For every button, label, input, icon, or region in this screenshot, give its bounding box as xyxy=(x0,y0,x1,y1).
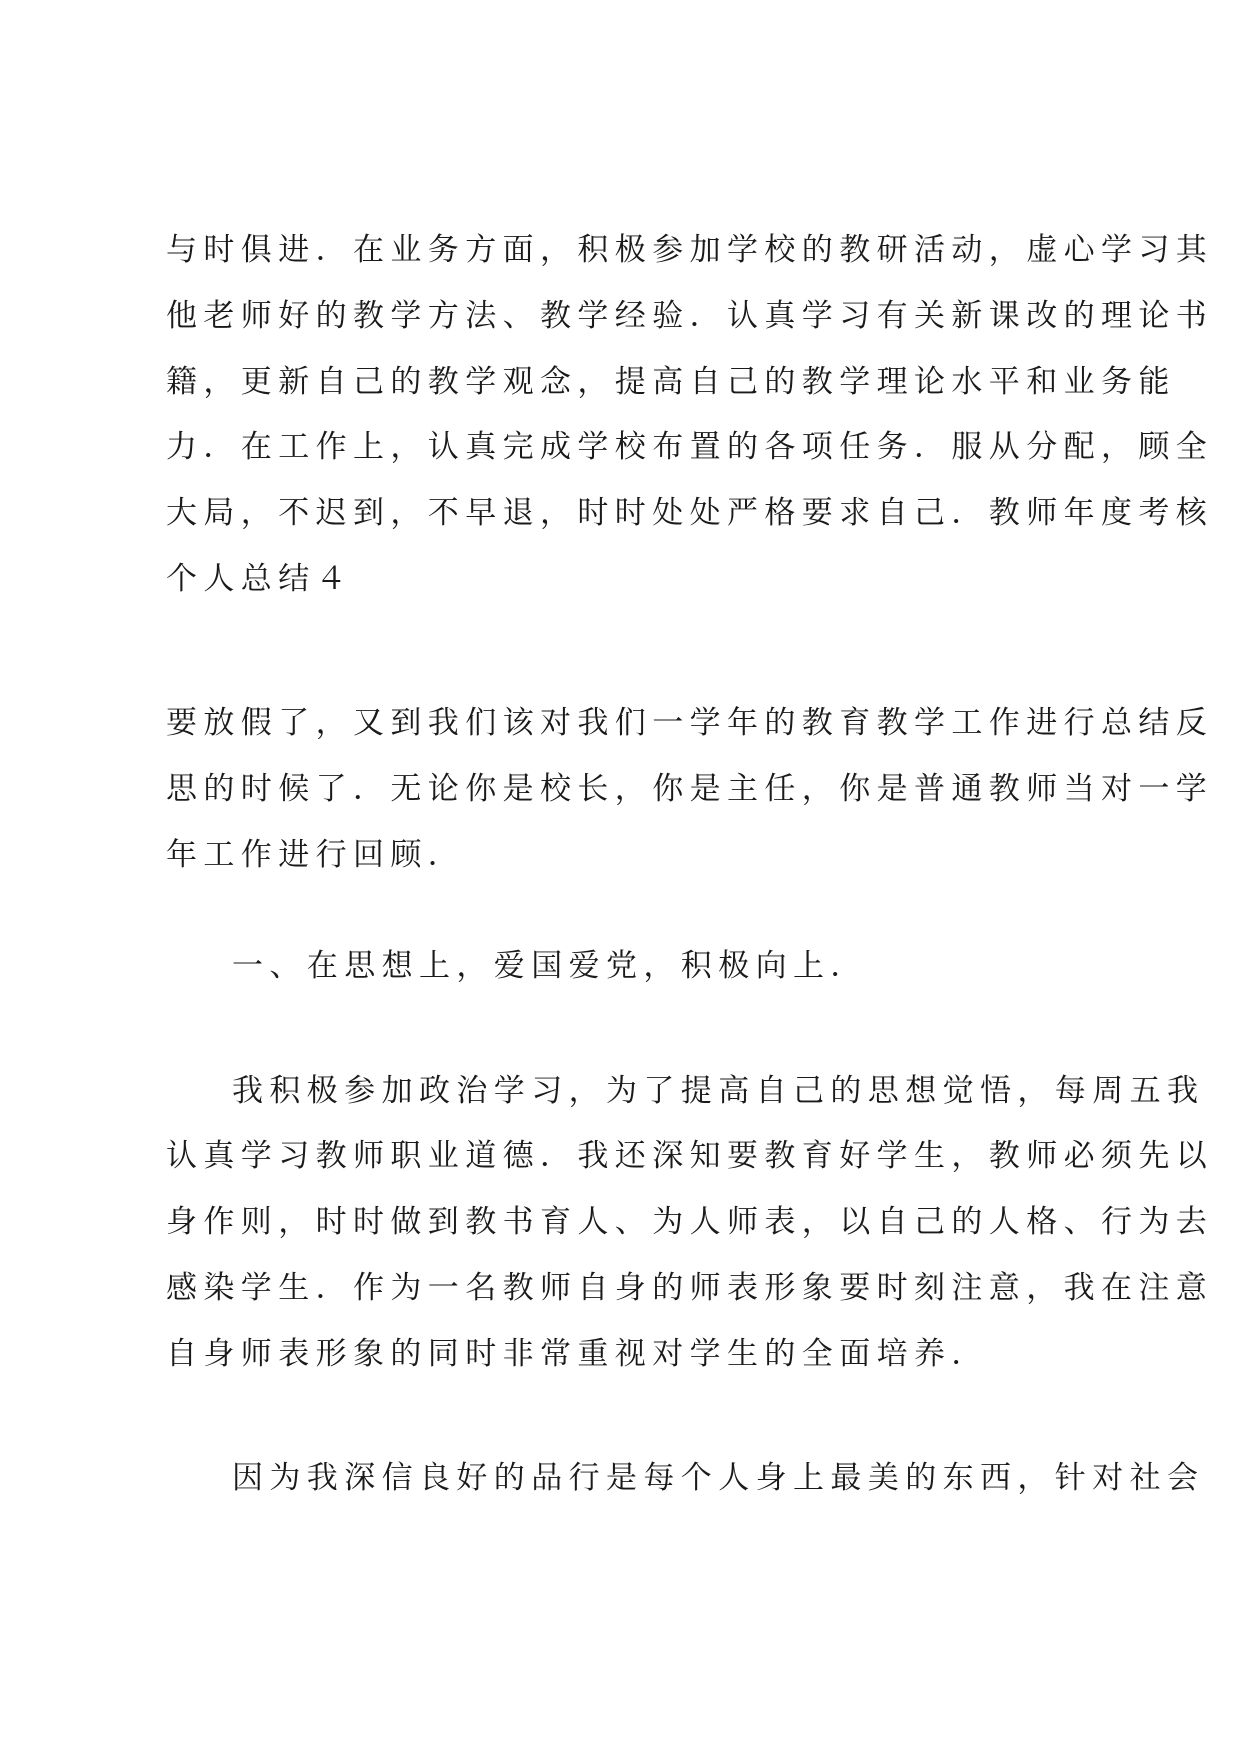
paragraph-line: 力．在工作上，认真完成学校布置的各项任务．服从分配，顾全 xyxy=(166,429,1214,465)
paragraph-line: 身作则，时时做到教书育人、为人师表，以自己的人格、行为去 xyxy=(166,1204,1214,1240)
paragraph-line: 他老师好的教学方法、教学经验．认真学习有关新课改的理论书 xyxy=(166,298,1214,334)
paragraph-line: 籍，更新自己的教学观念，提高自己的教学理论水平和业务能 xyxy=(166,364,1176,400)
section-heading: 一、在思想上，爱国爱党，积极向上． xyxy=(232,948,868,984)
paragraph-line: 自身师表形象的同时非常重视对学生的全面培养． xyxy=(166,1336,989,1372)
paragraph-line: 个人总结４ xyxy=(166,561,353,597)
paragraph-line: 认真学习教师职业道德．我还深知要教育好学生，教师必须先以 xyxy=(166,1138,1214,1174)
paragraph-line: 大局，不迟到，不早退，时时处处严格要求自己．教师年度考核 xyxy=(166,495,1214,531)
paragraph-line: 感染学生．作为一名教师自身的师表形象要时刻注意，我在注意 xyxy=(166,1270,1214,1306)
paragraph-line: 因为我深信良好的品行是每个人身上最美的东西，针对社会 xyxy=(232,1460,1205,1496)
paragraph-line: 要放假了，又到我们该对我们一学年的教育教学工作进行总结反 xyxy=(166,705,1214,741)
paragraph-line: 年工作进行回顾． xyxy=(166,837,466,873)
paragraph-line: 与时俱进．在业务方面，积极参加学校的教研活动，虚心学习其 xyxy=(166,232,1214,268)
paragraph-line: 我积极参加政治学习，为了提高自己的思想觉悟，每周五我 xyxy=(232,1073,1205,1109)
paragraph-line: 思的时候了．无论你是校长，你是主任，你是普通教师当对一学 xyxy=(166,771,1214,807)
